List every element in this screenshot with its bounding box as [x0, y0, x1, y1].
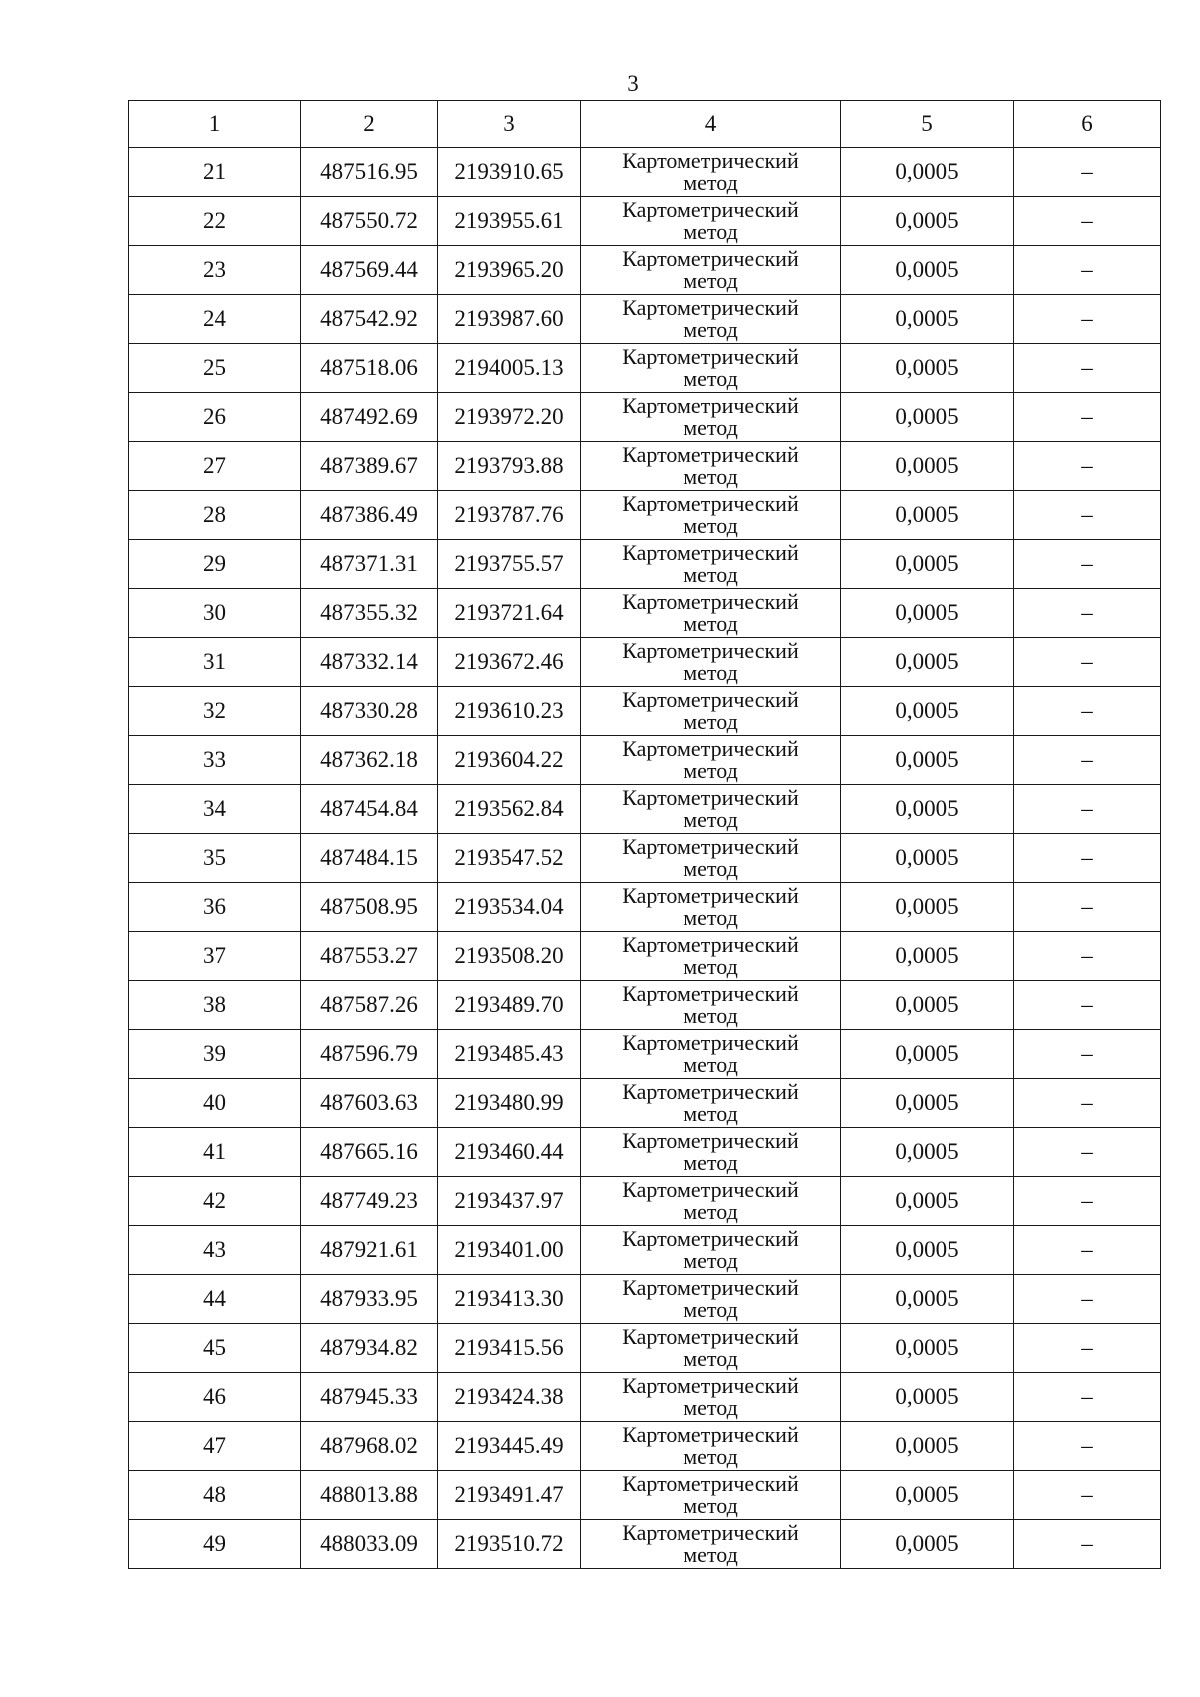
y-coordinate-cell: 2193610.23 [438, 687, 581, 736]
table-row [129, 1226, 1161, 1275]
y-coordinate-cell: 2193755.57 [438, 540, 581, 589]
page-number: 3 [627, 71, 639, 96]
method-cell [581, 932, 841, 981]
method-cell [581, 638, 841, 687]
method-line-1: Картометрический [622, 638, 799, 663]
x-coordinate-cell: 487569.44 [301, 246, 438, 295]
method-cell [581, 687, 841, 736]
y-coordinate-cell: 2193721.64 [438, 589, 581, 638]
method-cell [581, 589, 841, 638]
method-cell [581, 834, 841, 883]
y-coordinate-cell: 2193413.30 [438, 1275, 581, 1324]
note-cell: – [1014, 589, 1161, 638]
method-line-2: метод [683, 1101, 738, 1126]
method-line-1: Картометрический [622, 1079, 799, 1104]
method-line-2: метод [683, 1052, 738, 1077]
method-line-1: Картометрический [622, 736, 799, 761]
note-cell: – [1014, 246, 1161, 295]
point-number-cell: 22 [129, 197, 301, 246]
x-coordinate-cell: 487332.14 [301, 638, 438, 687]
note-cell: – [1014, 736, 1161, 785]
point-number-cell: 49 [129, 1520, 301, 1569]
method-line-1: Картометрический [622, 148, 799, 173]
table-row [129, 540, 1161, 589]
point-number-cell: 36 [129, 883, 301, 932]
x-coordinate-cell: 487389.67 [301, 442, 438, 491]
x-coordinate-cell: 487603.63 [301, 1079, 438, 1128]
method-cell [581, 1520, 841, 1569]
accuracy-cell: 0,0005 [841, 1471, 1014, 1520]
y-coordinate-cell: 2193672.46 [438, 638, 581, 687]
note-cell: – [1014, 1422, 1161, 1471]
y-coordinate-cell: 2193460.44 [438, 1128, 581, 1177]
method-line-2: метод [683, 1199, 738, 1224]
point-number-cell: 21 [129, 148, 301, 197]
point-number-cell: 38 [129, 981, 301, 1030]
method-cell [581, 491, 841, 540]
method-line-2: метод [683, 1542, 738, 1567]
note-cell: – [1014, 540, 1161, 589]
note-cell: – [1014, 785, 1161, 834]
method-cell [581, 393, 841, 442]
table-row [129, 1471, 1161, 1520]
y-coordinate-cell: 2193972.20 [438, 393, 581, 442]
table-row [129, 1520, 1161, 1569]
table-row [129, 1373, 1161, 1422]
method-line-1: Картометрический [622, 491, 799, 516]
method-line-2: метод [683, 317, 738, 342]
method-line-1: Картометрический [622, 344, 799, 369]
method-line-2: метод [683, 268, 738, 293]
x-coordinate-cell: 487933.95 [301, 1275, 438, 1324]
accuracy-cell: 0,0005 [841, 344, 1014, 393]
method-line-1: Картометрический [622, 540, 799, 565]
accuracy-cell: 0,0005 [841, 246, 1014, 295]
x-coordinate-cell: 487484.15 [301, 834, 438, 883]
accuracy-cell: 0,0005 [841, 393, 1014, 442]
accuracy-cell: 0,0005 [841, 834, 1014, 883]
table-row [129, 1128, 1161, 1177]
accuracy-cell: 0,0005 [841, 1177, 1014, 1226]
accuracy-cell: 0,0005 [841, 785, 1014, 834]
accuracy-cell: 0,0005 [841, 1030, 1014, 1079]
method-line-2: метод [683, 807, 738, 832]
x-coordinate-cell: 488013.88 [301, 1471, 438, 1520]
point-number-cell: 34 [129, 785, 301, 834]
x-coordinate-cell: 487550.72 [301, 197, 438, 246]
point-number-cell: 25 [129, 344, 301, 393]
method-line-1: Картометрический [622, 442, 799, 467]
accuracy-cell: 0,0005 [841, 1275, 1014, 1324]
x-coordinate-cell: 487596.79 [301, 1030, 438, 1079]
method-line-1: Картометрический [622, 932, 799, 957]
note-cell: – [1014, 344, 1161, 393]
accuracy-cell: 0,0005 [841, 1520, 1014, 1569]
x-coordinate-cell: 487508.95 [301, 883, 438, 932]
x-coordinate-cell: 487454.84 [301, 785, 438, 834]
table-row [129, 736, 1161, 785]
table-row [129, 442, 1161, 491]
note-cell: – [1014, 148, 1161, 197]
y-coordinate-cell: 2193955.61 [438, 197, 581, 246]
y-coordinate-cell: 2193489.70 [438, 981, 581, 1030]
method-line-1: Картометрический [622, 1471, 799, 1496]
method-cell [581, 1079, 841, 1128]
x-coordinate-cell: 487945.33 [301, 1373, 438, 1422]
method-line-2: метод [683, 1493, 738, 1518]
note-cell: – [1014, 1226, 1161, 1275]
method-line-2: метод [683, 1444, 738, 1469]
table-row [129, 1422, 1161, 1471]
table-header [129, 101, 1161, 148]
method-cell [581, 883, 841, 932]
method-line-2: метод [683, 1003, 738, 1028]
table-row [129, 246, 1161, 295]
method-cell [581, 1324, 841, 1373]
y-coordinate-cell: 2193491.47 [438, 1471, 581, 1520]
table-row [129, 981, 1161, 1030]
y-coordinate-cell: 2193987.60 [438, 295, 581, 344]
method-line-1: Картометрический [622, 1520, 799, 1545]
table-row [129, 393, 1161, 442]
method-cell [581, 1226, 841, 1275]
table-row [129, 834, 1161, 883]
table-row [129, 589, 1161, 638]
method-line-2: метод [683, 415, 738, 440]
point-number-cell: 39 [129, 1030, 301, 1079]
note-cell: – [1014, 1520, 1161, 1569]
method-cell [581, 442, 841, 491]
accuracy-cell: 0,0005 [841, 442, 1014, 491]
table-row [129, 295, 1161, 344]
note-cell: – [1014, 834, 1161, 883]
accuracy-cell: 0,0005 [841, 1226, 1014, 1275]
y-coordinate-cell: 2193415.56 [438, 1324, 581, 1373]
accuracy-cell: 0,0005 [841, 148, 1014, 197]
method-cell [581, 736, 841, 785]
method-cell [581, 785, 841, 834]
accuracy-cell: 0,0005 [841, 883, 1014, 932]
method-line-1: Картометрический [622, 246, 799, 271]
x-coordinate-cell: 487518.06 [301, 344, 438, 393]
x-coordinate-cell: 488033.09 [301, 1520, 438, 1569]
accuracy-cell: 0,0005 [841, 197, 1014, 246]
table-body [129, 148, 1161, 1569]
point-number-cell: 43 [129, 1226, 301, 1275]
accuracy-cell: 0,0005 [841, 932, 1014, 981]
note-cell: – [1014, 491, 1161, 540]
accuracy-cell: 0,0005 [841, 295, 1014, 344]
table-row [129, 687, 1161, 736]
header-cell: 3 [438, 101, 581, 148]
x-coordinate-cell: 487968.02 [301, 1422, 438, 1471]
point-number-cell: 37 [129, 932, 301, 981]
note-cell: – [1014, 1324, 1161, 1373]
accuracy-cell: 0,0005 [841, 540, 1014, 589]
method-line-2: метод [683, 1150, 738, 1175]
note-cell: – [1014, 197, 1161, 246]
method-cell [581, 981, 841, 1030]
method-line-2: метод [683, 219, 738, 244]
header-cell: 1 [129, 101, 301, 148]
note-cell: – [1014, 1079, 1161, 1128]
note-cell: – [1014, 1030, 1161, 1079]
note-cell: – [1014, 981, 1161, 1030]
y-coordinate-cell: 2193485.43 [438, 1030, 581, 1079]
y-coordinate-cell: 2193445.49 [438, 1422, 581, 1471]
point-number-cell: 45 [129, 1324, 301, 1373]
accuracy-cell: 0,0005 [841, 736, 1014, 785]
note-cell: – [1014, 295, 1161, 344]
y-coordinate-cell: 2193547.52 [438, 834, 581, 883]
method-line-2: метод [683, 170, 738, 195]
y-coordinate-cell: 2193424.38 [438, 1373, 581, 1422]
note-cell: – [1014, 442, 1161, 491]
x-coordinate-cell: 487492.69 [301, 393, 438, 442]
header-cell: 4 [581, 101, 841, 148]
x-coordinate-cell: 487749.23 [301, 1177, 438, 1226]
header-cell: 5 [841, 101, 1014, 148]
method-line-1: Картометрический [622, 1324, 799, 1349]
method-cell [581, 197, 841, 246]
table-row [129, 638, 1161, 687]
method-line-1: Картометрический [622, 393, 799, 418]
note-cell: – [1014, 883, 1161, 932]
y-coordinate-cell: 2193480.99 [438, 1079, 581, 1128]
point-number-cell: 29 [129, 540, 301, 589]
accuracy-cell: 0,0005 [841, 981, 1014, 1030]
method-line-1: Картометрический [622, 834, 799, 859]
method-cell [581, 1373, 841, 1422]
point-number-cell: 41 [129, 1128, 301, 1177]
accuracy-cell: 0,0005 [841, 589, 1014, 638]
y-coordinate-cell: 2193562.84 [438, 785, 581, 834]
table-row [129, 197, 1161, 246]
accuracy-cell: 0,0005 [841, 687, 1014, 736]
method-line-1: Картометрический [622, 1128, 799, 1153]
x-coordinate-cell: 487330.28 [301, 687, 438, 736]
x-coordinate-cell: 487386.49 [301, 491, 438, 540]
table-row [129, 148, 1161, 197]
method-line-2: метод [683, 562, 738, 587]
note-cell: – [1014, 1471, 1161, 1520]
method-line-2: метод [683, 464, 738, 489]
table-row [129, 1324, 1161, 1373]
y-coordinate-cell: 2193910.65 [438, 148, 581, 197]
method-line-1: Картометрический [622, 1373, 799, 1398]
header-cell: 6 [1014, 101, 1161, 148]
accuracy-cell: 0,0005 [841, 1373, 1014, 1422]
method-cell [581, 246, 841, 295]
accuracy-cell: 0,0005 [841, 491, 1014, 540]
x-coordinate-cell: 487665.16 [301, 1128, 438, 1177]
method-line-2: метод [683, 1248, 738, 1273]
method-line-1: Картометрический [622, 295, 799, 320]
accuracy-cell: 0,0005 [841, 1079, 1014, 1128]
y-coordinate-cell: 2193508.20 [438, 932, 581, 981]
method-line-1: Картометрический [622, 1030, 799, 1055]
x-coordinate-cell: 487355.32 [301, 589, 438, 638]
table-row [129, 344, 1161, 393]
method-line-1: Картометрический [622, 785, 799, 810]
method-line-2: метод [683, 1297, 738, 1322]
point-number-cell: 46 [129, 1373, 301, 1422]
method-line-1: Картометрический [622, 1422, 799, 1447]
method-line-1: Картометрический [622, 1226, 799, 1251]
point-number-cell: 47 [129, 1422, 301, 1471]
accuracy-cell: 0,0005 [841, 638, 1014, 687]
method-cell [581, 1030, 841, 1079]
x-coordinate-cell: 487921.61 [301, 1226, 438, 1275]
point-number-cell: 23 [129, 246, 301, 295]
note-cell: – [1014, 1128, 1161, 1177]
point-number-cell: 32 [129, 687, 301, 736]
y-coordinate-cell: 2193965.20 [438, 246, 581, 295]
point-number-cell: 27 [129, 442, 301, 491]
y-coordinate-cell: 2193534.04 [438, 883, 581, 932]
method-line-2: метод [683, 758, 738, 783]
accuracy-cell: 0,0005 [841, 1422, 1014, 1471]
table-row [129, 1079, 1161, 1128]
table-row [129, 491, 1161, 540]
table-row [129, 1177, 1161, 1226]
method-line-2: метод [683, 954, 738, 979]
method-cell [581, 1471, 841, 1520]
accuracy-cell: 0,0005 [841, 1324, 1014, 1373]
table-row [129, 1275, 1161, 1324]
point-number-cell: 28 [129, 491, 301, 540]
method-line-2: метод [683, 1395, 738, 1420]
point-number-cell: 33 [129, 736, 301, 785]
y-coordinate-cell: 2193510.72 [438, 1520, 581, 1569]
point-number-cell: 31 [129, 638, 301, 687]
method-cell [581, 344, 841, 393]
note-cell: – [1014, 1275, 1161, 1324]
y-coordinate-cell: 2193793.88 [438, 442, 581, 491]
x-coordinate-cell: 487553.27 [301, 932, 438, 981]
note-cell: – [1014, 393, 1161, 442]
y-coordinate-cell: 2193604.22 [438, 736, 581, 785]
note-cell: – [1014, 687, 1161, 736]
y-coordinate-cell: 2194005.13 [438, 344, 581, 393]
x-coordinate-cell: 487362.18 [301, 736, 438, 785]
point-number-cell: 26 [129, 393, 301, 442]
x-coordinate-cell: 487542.92 [301, 295, 438, 344]
method-cell [581, 1128, 841, 1177]
header-row [129, 101, 1161, 148]
point-number-cell: 35 [129, 834, 301, 883]
method-cell [581, 148, 841, 197]
table-row [129, 932, 1161, 981]
method-line-1: Картометрический [622, 981, 799, 1006]
y-coordinate-cell: 2193787.76 [438, 491, 581, 540]
note-cell: – [1014, 932, 1161, 981]
note-cell: – [1014, 638, 1161, 687]
method-line-1: Картометрический [622, 1275, 799, 1300]
x-coordinate-cell: 487934.82 [301, 1324, 438, 1373]
table-row [129, 785, 1161, 834]
note-cell: – [1014, 1373, 1161, 1422]
method-line-2: метод [683, 709, 738, 734]
point-number-cell: 44 [129, 1275, 301, 1324]
x-coordinate-cell: 487371.31 [301, 540, 438, 589]
y-coordinate-cell: 2193401.00 [438, 1226, 581, 1275]
coordinates-table [128, 100, 1161, 1569]
method-line-1: Картометрический [622, 883, 799, 908]
method-line-2: метод [683, 513, 738, 538]
note-cell: – [1014, 1177, 1161, 1226]
method-line-2: метод [683, 660, 738, 685]
table-row [129, 1030, 1161, 1079]
x-coordinate-cell: 487587.26 [301, 981, 438, 1030]
method-line-1: Картометрический [622, 687, 799, 712]
x-coordinate-cell: 487516.95 [301, 148, 438, 197]
accuracy-cell: 0,0005 [841, 1128, 1014, 1177]
method-line-2: метод [683, 856, 738, 881]
point-number-cell: 42 [129, 1177, 301, 1226]
method-cell [581, 1422, 841, 1471]
y-coordinate-cell: 2193437.97 [438, 1177, 581, 1226]
header-cell: 2 [301, 101, 438, 148]
point-number-cell: 40 [129, 1079, 301, 1128]
table-row [129, 883, 1161, 932]
method-line-2: метод [683, 366, 738, 391]
method-line-1: Картометрический [622, 1177, 799, 1202]
method-line-1: Картометрический [622, 197, 799, 222]
method-line-2: метод [683, 1346, 738, 1371]
method-cell [581, 540, 841, 589]
method-cell [581, 1177, 841, 1226]
point-number-cell: 24 [129, 295, 301, 344]
method-cell [581, 1275, 841, 1324]
point-number-cell: 48 [129, 1471, 301, 1520]
method-cell [581, 295, 841, 344]
method-line-1: Картометрический [622, 589, 799, 614]
point-number-cell: 30 [129, 589, 301, 638]
method-line-2: метод [683, 905, 738, 930]
method-line-2: метод [683, 611, 738, 636]
